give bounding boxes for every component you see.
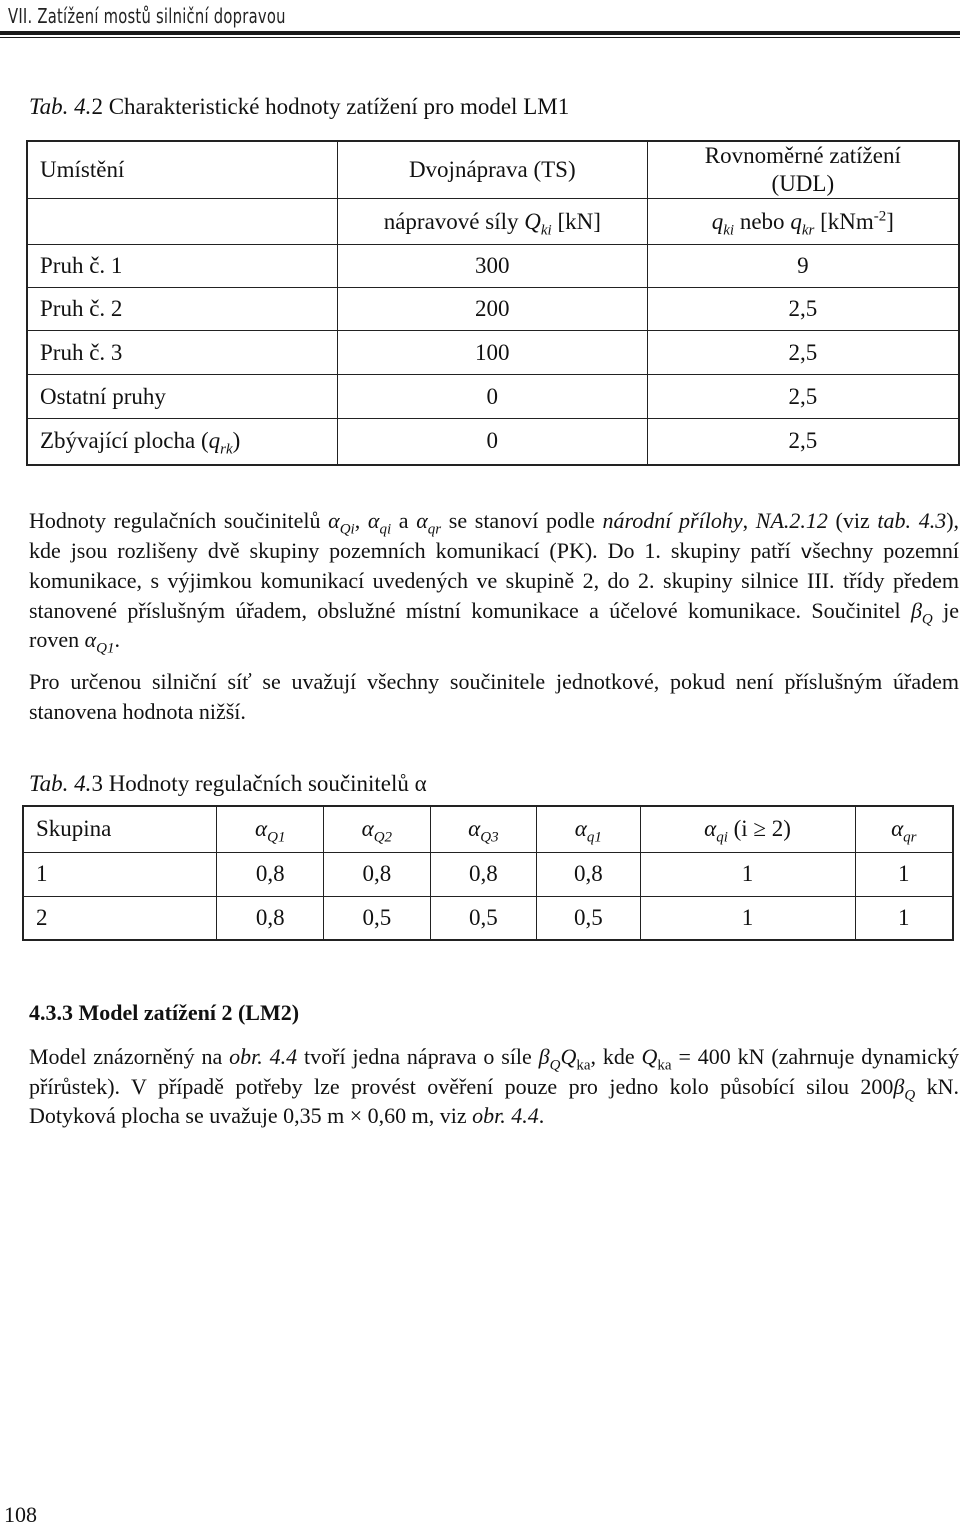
- table-cell: 1: [23, 852, 217, 896]
- table-cell: 1: [640, 852, 855, 896]
- paragraph-lm2: Model znázorněný na obr. 4.4 tvoří jedna náprava o síle $\beta_QQ_{ka}$, kde $Q_{ka} = 400$ kN (zahrnuje dynamický přírůstek). V případě potřeby lze provést ověření pouze pro jedno kolo působící silou $200\beta_Q$ kN. Dotyková plocha se uvažuje 0,35 m × 0,60 m, viz obr. 4.4.: [29, 1044, 959, 1128]
- table-cell: 0,5: [324, 896, 431, 940]
- col-header-location: Umístění: [27, 141, 337, 199]
- table-row: [23, 896, 953, 940]
- table-row: [27, 199, 959, 245]
- row-label: Pruh č. 2: [27, 288, 337, 331]
- page-number: 108: [4, 1502, 37, 1527]
- table-cell: [27, 199, 337, 245]
- col-header-alpha: $\alpha_{qr}$: [855, 806, 953, 852]
- header-rule-thick: [0, 31, 960, 35]
- table-cell: 0,8: [430, 852, 537, 896]
- col-header-alpha: $\alpha_{qi}$ (i ≥ 2): [640, 806, 855, 852]
- col-header-alpha: $\alpha_{q1}$: [537, 806, 640, 852]
- table-row: [27, 245, 959, 288]
- col-header-alpha: $\alpha_{Q3}$: [430, 806, 537, 852]
- col-header-alpha: $\alpha_{Q1}$: [217, 806, 324, 852]
- table-cell: 2,5: [647, 419, 959, 465]
- table-row: [27, 288, 959, 331]
- table-cell: 0,8: [537, 852, 640, 896]
- row-label: Pruh č. 1: [27, 245, 337, 288]
- section-heading: 4.3.3 Model zatížení 2 (LM2): [29, 1000, 300, 1025]
- table-row: [23, 852, 953, 896]
- table-cell: 2,5: [647, 288, 959, 331]
- col-header-group: Skupina: [23, 806, 217, 852]
- table-cell: 100: [337, 331, 647, 375]
- header-rule-thin: [0, 37, 960, 38]
- table-cell: 0: [337, 419, 647, 465]
- col-header-tandem: Dvojnáprava (TS): [337, 141, 647, 199]
- row-label: Ostatní pruhy: [27, 375, 337, 419]
- col-header-udl: Rovnoměrné zatížení (UDL): [647, 141, 959, 199]
- table-cell: 300: [337, 245, 647, 288]
- col-subheader-udl-units: $q_{ki}$ nebo $q_{kr}$ [kNm$^{-2}$]: [647, 199, 959, 245]
- table-row: [27, 331, 959, 375]
- table-cell: 0,8: [217, 896, 324, 940]
- table-cell: 1: [640, 896, 855, 940]
- paragraph-network: Pro určenou silniční síť se uvažují všechny součinitele jednotkové, pokud není příslušným úřadem stanovena hodnota nižší.: [29, 669, 959, 724]
- table-cell: 1: [855, 896, 953, 940]
- col-header-alpha: $\alpha_{Q2}$: [324, 806, 431, 852]
- running-header: [0, 0, 960, 40]
- table-cell: 0,8: [217, 852, 324, 896]
- alpha-coefficients-table: [22, 805, 954, 941]
- lm1-values-table: [26, 140, 960, 466]
- table-cell: 2,5: [647, 375, 959, 419]
- table-row: [27, 141, 959, 199]
- paragraph-coefficients: Hodnoty regulačních součinitelů $\alpha_{Qi}$, $\alpha_{qi}$ a $\alpha_{qr}$ se stanoví podle národní přílohy, NA.2.12 (viz tab. 4.3), kde jsou rozlišeny dvě skupiny pozemních komunikací (PK). Do 1. skupiny patří všechny pozemní komunikace, s výjimkou komunikací uvedených ve skupině 2, do 2. skupiny silnice III. třídy předem stanovené příslušným úřadem, obslužné místní komunikace a účelové komunikace. Součinitel $\beta_Q$ je roven $\alpha_{Q1}$.: [29, 508, 960, 657]
- table1-caption: Tab. 4.2 Charakteristické hodnoty zatížení pro model LM1: [29, 94, 570, 119]
- col-subheader-axle-forces: nápravové síly $Q_{ki}$ [kN]: [337, 199, 647, 245]
- table-cell: 2: [23, 896, 217, 940]
- table-row: [27, 375, 959, 419]
- row-label: Zbývající plocha $(q_{rk})$: [27, 419, 337, 465]
- table-cell: 2,5: [647, 331, 959, 375]
- chapter-title: VII. Zatížení mostů silniční dopravou: [8, 4, 286, 28]
- table2-caption: Tab. 4.3 Hodnoty regulačních součinitelů α: [29, 771, 427, 796]
- table-cell: 9: [647, 245, 959, 288]
- table-cell: 0,5: [537, 896, 640, 940]
- table-cell: 0,8: [324, 852, 431, 896]
- table-row: [27, 419, 959, 465]
- table-cell: 0: [337, 375, 647, 419]
- table-row: [23, 806, 953, 852]
- table-cell: 200: [337, 288, 647, 331]
- table-cell: 1: [855, 852, 953, 896]
- row-label: Pruh č. 3: [27, 331, 337, 375]
- table-cell: 0,5: [430, 896, 537, 940]
